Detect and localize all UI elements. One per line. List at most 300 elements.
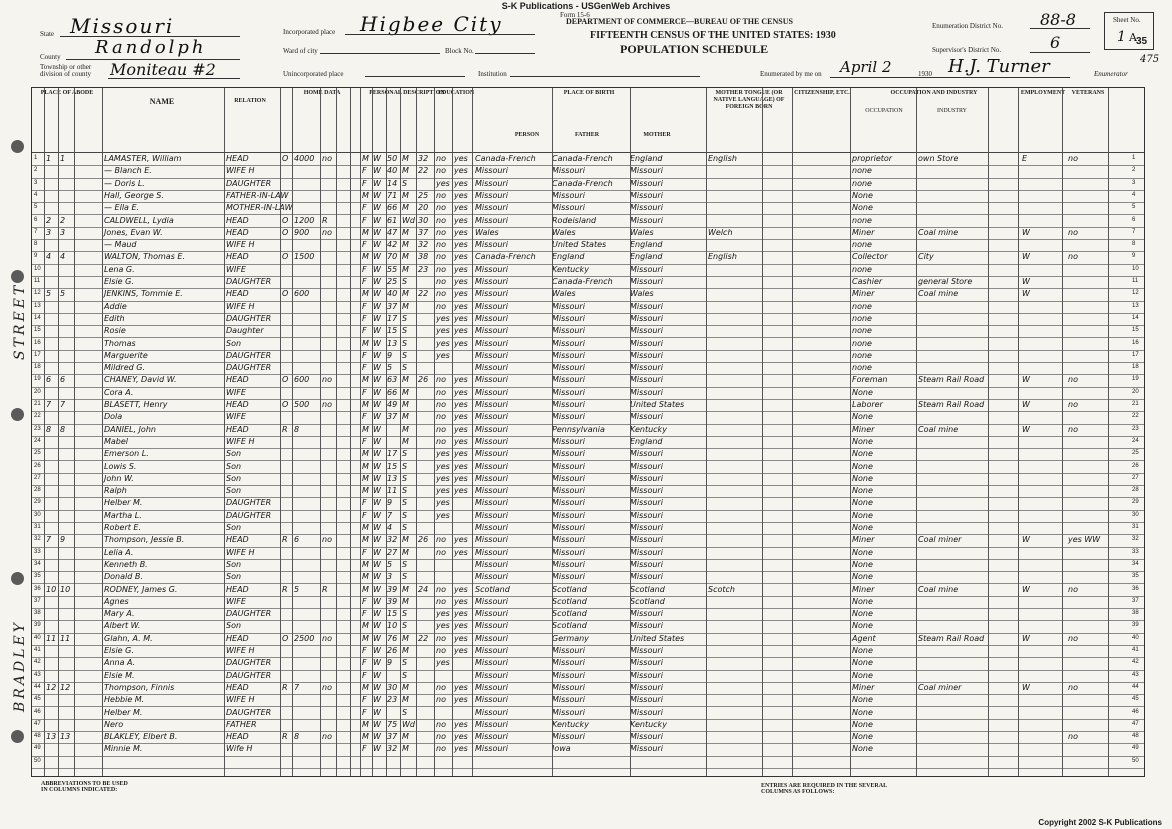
cell-dw: 4: [46, 252, 52, 262]
cell-occ: None: [852, 572, 873, 582]
cell-age: 10: [387, 621, 398, 631]
line-number: 2: [1132, 167, 1136, 174]
cell-dw: 10: [46, 584, 57, 594]
table-row: [32, 461, 1144, 474]
cell-val: [294, 571, 320, 583]
line-number: 32: [34, 536, 41, 543]
cell-age: 27: [387, 547, 398, 557]
cell-race: W: [373, 215, 381, 225]
cell-rel: Wife H: [226, 744, 253, 754]
cell-name: DANIEL, John: [104, 424, 156, 434]
cell-radio: [322, 190, 336, 202]
cell-vet: [1068, 719, 1108, 731]
cell-radio: [322, 497, 336, 509]
cell-fb: Missouri: [552, 436, 585, 446]
cell-val: [294, 743, 320, 755]
cell-rel: DAUGHTER: [226, 658, 272, 668]
cell-val: [294, 178, 320, 190]
cell-name: Dola: [104, 412, 123, 422]
cell-ind: [918, 707, 988, 719]
cell-emp: W: [1022, 375, 1030, 385]
cell-sch: yes: [436, 486, 450, 496]
cell-occ: proprietor: [852, 154, 893, 163]
enumerated-date: April 2: [840, 58, 892, 76]
cell-sex: F: [362, 436, 367, 446]
line-number: 29: [1132, 499, 1139, 506]
cell-pb: Missouri: [475, 338, 508, 348]
cell-fb: Missouri: [552, 473, 585, 483]
cell-pb: Canada-French: [475, 252, 536, 262]
line-number: 50: [1132, 757, 1139, 764]
table-row: [32, 374, 1144, 387]
cell-ind: [918, 719, 988, 731]
table-row: [32, 682, 1144, 695]
cell-vet: [1068, 645, 1108, 657]
line-number: 6: [1132, 216, 1136, 223]
cell-sex: M: [362, 227, 369, 237]
cell-radio: [322, 645, 336, 657]
cell-sch: no: [436, 535, 446, 545]
line-number: 15: [1132, 327, 1139, 334]
cell-emp: W: [1022, 277, 1030, 286]
cell-name: Anna A.: [104, 658, 136, 668]
cell-emp: [1022, 239, 1038, 251]
cell-occ: None: [852, 498, 873, 508]
cell-fb: Missouri: [552, 547, 585, 557]
cell-mb: Missouri: [630, 338, 663, 348]
cell-mar: S: [402, 338, 408, 348]
cell-pb: Missouri: [475, 547, 508, 557]
cell-sch: no: [436, 375, 446, 385]
cell-occ: None: [852, 473, 873, 483]
cell-read: yes: [454, 424, 468, 434]
cell-agem: 22: [418, 166, 429, 176]
line-number: 17: [34, 351, 41, 358]
cell-sex: M: [362, 621, 369, 631]
cell-name: CHANEY, David W.: [104, 375, 177, 385]
cell-age: 40: [387, 166, 398, 176]
cell-vet: [1068, 559, 1108, 571]
cell-radio: [322, 436, 336, 448]
table-row: [32, 497, 1144, 510]
line-number: 44: [34, 683, 41, 690]
cell-race: W: [373, 166, 381, 176]
cell-fb: Wales: [552, 227, 576, 237]
cell-occ: None: [852, 695, 873, 705]
cell-sex: F: [362, 744, 367, 754]
section-home: HOME DATA: [303, 90, 341, 96]
cell-occ: None: [852, 707, 873, 717]
cell-own: [282, 756, 292, 768]
cell-mb: Missouri: [630, 363, 663, 373]
cell-read: [454, 756, 472, 768]
cell-radio: [322, 165, 336, 177]
cell-occ: none: [852, 264, 872, 274]
line-number: 45: [1132, 696, 1139, 703]
cell-occ: none: [852, 363, 872, 373]
cell-mar: S: [402, 461, 408, 471]
cell-radio: [322, 313, 336, 325]
cell-vet: no: [1068, 633, 1078, 643]
cell-emp: W: [1022, 424, 1030, 434]
cell-fb: Missouri: [552, 559, 585, 569]
cell-emp: [1022, 313, 1038, 325]
cell-val: [294, 510, 320, 522]
line-number: 36: [1132, 585, 1139, 592]
cell-emp: [1022, 596, 1038, 608]
cell-fb: Scotland: [552, 596, 587, 606]
cell-age: 13: [387, 338, 398, 348]
cell-age: 13: [387, 473, 398, 483]
cell-emp: [1022, 178, 1038, 190]
cell-mar: M: [402, 190, 409, 200]
line-number: 25: [1132, 450, 1139, 457]
cell-sch: no: [436, 596, 446, 606]
cell-mar: S: [402, 313, 408, 323]
cell-tongue: [708, 215, 758, 227]
archive-stamp: 35: [1136, 36, 1148, 47]
cell-tongue: [708, 362, 758, 374]
cell-agem: [418, 620, 432, 632]
cell-occ: None: [852, 596, 873, 606]
unincorporated-line: [365, 76, 465, 77]
cell-val: 600: [294, 375, 310, 385]
institution-line: [510, 76, 700, 77]
column-divider: [292, 88, 293, 776]
column-divider: [372, 88, 373, 776]
cell-sch: no: [436, 240, 446, 250]
cell-agem: 20: [418, 203, 429, 213]
cell-tongue: Scotch: [708, 584, 735, 594]
cell-race: W: [373, 436, 381, 446]
cell-sch: yes: [436, 326, 450, 336]
cell-emp: [1022, 657, 1038, 669]
cell-mb: Missouri: [630, 621, 663, 631]
cell-agem: [418, 571, 432, 583]
line-number: 13: [34, 302, 41, 309]
cell-own: O: [282, 215, 289, 225]
cell-fb: Germany: [552, 633, 589, 643]
line-number: 22: [1132, 413, 1139, 420]
cell-emp: [1022, 571, 1038, 583]
cell-fb: Missouri: [552, 498, 585, 508]
cell-read: yes: [454, 400, 468, 409]
line-number: 41: [1132, 647, 1139, 653]
cell-name: Edith: [104, 313, 125, 323]
cell-emp: [1022, 731, 1038, 743]
cell-name: Jones, Evan W.: [104, 227, 163, 237]
cell-emp: E: [1022, 154, 1028, 163]
cell-radio: no: [322, 633, 332, 643]
cell-tongue: [708, 165, 758, 177]
cell-race: W: [373, 498, 381, 508]
cell-fam: 5: [60, 289, 66, 299]
cell-sex: M: [362, 523, 369, 532]
cell-pb: Missouri: [475, 301, 508, 311]
cell-sex: F: [362, 264, 367, 274]
table-row: [32, 608, 1144, 621]
cell-read: yes: [454, 154, 468, 163]
col-father: FATHER: [574, 132, 600, 138]
cell-sch: no: [436, 277, 446, 286]
enumerated-year: 1930: [918, 70, 932, 78]
cell-tongue: [708, 522, 758, 534]
cell-rel: DAUGHTER: [226, 670, 272, 680]
cell-name: Marguerite: [104, 350, 148, 360]
cell-rel: MOTHER-IN-LAW: [226, 203, 293, 213]
cell-sex: M: [362, 400, 369, 409]
cell-emp: W: [1022, 633, 1030, 643]
cell-agem: [418, 657, 432, 669]
cell-own: O: [282, 227, 289, 237]
cell-pb: Missouri: [475, 621, 508, 631]
table-row: [32, 424, 1144, 437]
cell-occ: None: [852, 670, 873, 680]
cell-mb: Missouri: [630, 313, 663, 323]
cell-vet: [1068, 362, 1108, 374]
cell-occ: None: [852, 203, 873, 213]
cell-pb: Missouri: [475, 707, 508, 717]
cell-rel: DAUGHTER: [226, 313, 272, 323]
cell-name: BLAKLEY, Elbert B.: [104, 732, 178, 742]
cell-agem: [418, 670, 432, 682]
cell-rel: HEAD: [226, 584, 249, 594]
cell-race: W: [373, 424, 381, 434]
cell-age: 14: [387, 178, 398, 188]
cell-name: Glahn, A. M.: [104, 633, 153, 643]
cell-sex: M: [362, 473, 369, 483]
cell-vet: [1068, 657, 1108, 669]
cell-race: W: [373, 646, 381, 655]
cell-own: [282, 436, 292, 448]
line-number: 11: [1132, 278, 1139, 284]
cell-radio: [322, 559, 336, 571]
street-label-bradley: BRADLEY: [12, 620, 28, 712]
cell-radio: [322, 251, 336, 263]
ward-line: [320, 53, 440, 54]
cell-ind: [918, 473, 988, 485]
line-number: 42: [34, 659, 41, 666]
cell-ind: [918, 387, 988, 399]
cell-own: [282, 350, 292, 362]
cell-vet: [1068, 596, 1108, 608]
cell-read: [454, 670, 472, 682]
line-number: 39: [1132, 622, 1139, 629]
cell-val: 4000: [294, 154, 315, 163]
census-title: FIFTEENTH CENSUS OF THE UNITED STATES: 1930: [590, 30, 836, 41]
cell-agem: [418, 387, 432, 399]
cell-mar: S: [402, 326, 408, 336]
section-personal: PERSONAL DESCRIPTION: [369, 90, 445, 96]
cell-sex: F: [362, 326, 367, 336]
cell-race: W: [373, 621, 381, 631]
cell-read: yes: [454, 178, 468, 188]
cell-name: Hall, George S.: [104, 190, 164, 200]
cell-race: W: [373, 658, 381, 668]
cell-sch: no: [436, 744, 446, 754]
cell-mar: M: [402, 535, 409, 545]
cell-ind: [918, 264, 988, 276]
cell-age: 75: [387, 719, 398, 729]
cell-ind: Coal mine: [918, 227, 959, 237]
punch-hole: [11, 408, 24, 421]
line-number: 14: [34, 314, 41, 321]
cell-name: BLASETT, Henry: [104, 400, 168, 409]
cell-sex: M: [362, 633, 369, 643]
cell-fb: Scotland: [552, 621, 587, 631]
cell-tongue: [708, 596, 758, 608]
cell-own: [282, 645, 292, 657]
section-relation: RELATION: [234, 98, 266, 104]
cell-mar: M: [402, 166, 409, 176]
cell-age: [387, 756, 401, 768]
cell-sex: M: [362, 682, 369, 692]
cell-radio: [322, 411, 336, 423]
cell-read: yes: [454, 264, 468, 274]
cell-tongue: [708, 620, 758, 632]
col-industry: INDUSTRY: [936, 108, 967, 114]
cell-mb: Kentucky: [630, 719, 667, 729]
cell-radio: [322, 547, 336, 559]
cell-radio: [322, 596, 336, 608]
cell-sch: yes: [436, 609, 450, 619]
line-number: 19: [34, 376, 41, 383]
cell-vet: [1068, 264, 1108, 276]
table-row: [32, 547, 1144, 560]
cell-mb: Wales: [630, 227, 654, 237]
cell-read: yes: [454, 203, 468, 213]
footer-entries-title: ENTRIES ARE REQUIRED IN THE SEVERAL COLUMNS AS FOLLOWS:: [761, 783, 887, 795]
cell-mar: S: [402, 670, 408, 680]
cell-sch: no: [436, 719, 446, 729]
cell-mb: Missouri: [630, 264, 663, 274]
cell-own: [282, 559, 292, 571]
cell-read: yes: [454, 682, 468, 692]
cell-mb: Missouri: [630, 166, 663, 176]
cell-emp: [1022, 325, 1038, 337]
col-person: PERSON: [514, 132, 540, 138]
cell-val: [294, 657, 320, 669]
cell-ind: [918, 670, 988, 682]
cell-pb: Missouri: [475, 350, 508, 360]
cell-rel: Son: [226, 559, 242, 569]
cell-own: [282, 571, 292, 583]
cell-agem: [418, 350, 432, 362]
cell-agem: [418, 485, 432, 497]
cell-mb: Missouri: [630, 473, 663, 483]
table-row: [32, 325, 1144, 338]
cell-rel: HEAD: [226, 682, 249, 692]
line-number: 43: [1132, 671, 1139, 678]
line-number: 21: [1132, 401, 1139, 407]
line-number: 39: [34, 622, 41, 629]
cell-pb: Missouri: [475, 559, 508, 569]
cell-own: O: [282, 375, 289, 385]
cell-ind: [918, 497, 988, 509]
cell-mar: S: [402, 523, 408, 532]
cell-fb: Missouri: [552, 338, 585, 348]
cell-mar: M: [402, 400, 409, 409]
cell-tongue: Welch: [708, 227, 733, 237]
cell-own: [282, 547, 292, 559]
cell-agem: [418, 313, 432, 325]
cell-occ: None: [852, 547, 873, 557]
table-row: [32, 645, 1144, 658]
line-number: 40: [34, 634, 41, 641]
cell-rel: Son: [226, 338, 242, 348]
cell-pb: Missouri: [475, 277, 508, 286]
cell-radio: [322, 338, 336, 350]
cell-tongue: [708, 719, 758, 731]
cell-vet: [1068, 288, 1108, 300]
cell-read: yes: [454, 375, 468, 385]
cell-fb: Missouri: [552, 461, 585, 471]
cell-occ: Miner: [852, 289, 875, 299]
cell-name: Addie: [104, 301, 127, 311]
cell-emp: [1022, 522, 1038, 534]
cell-sch: yes: [436, 498, 450, 508]
cell-occ: None: [852, 387, 873, 397]
county-label: County: [40, 53, 61, 61]
line-number: 5: [34, 204, 38, 211]
cell-rel: WIFE H: [226, 547, 255, 557]
cell-own: [282, 411, 292, 423]
cell-emp: [1022, 190, 1038, 202]
cell-sex: M: [362, 190, 369, 200]
cell-sex: F: [362, 387, 367, 397]
cell-age: 47: [387, 227, 398, 237]
cell-sex: M: [362, 719, 369, 729]
cell-vet: yes WW: [1068, 535, 1101, 545]
cell-sch: yes: [436, 313, 450, 323]
cell-vet: [1068, 461, 1108, 473]
cell-vet: no: [1068, 584, 1078, 594]
cell-dw: 1: [46, 154, 52, 163]
cell-own: [282, 387, 292, 399]
line-number: 23: [34, 425, 41, 432]
cell-mb: Missouri: [630, 215, 663, 225]
cell-age: 9: [387, 350, 393, 360]
cell-mar: S: [402, 510, 408, 520]
cell-read: yes: [454, 166, 468, 176]
cell-occ: none: [852, 313, 872, 323]
cell-read: yes: [454, 633, 468, 643]
cell-vet: no: [1068, 682, 1078, 692]
cell-pb: Missouri: [475, 215, 508, 225]
punch-hole: [11, 572, 24, 585]
cell-rel: DAUGHTER: [226, 363, 272, 373]
cell-radio: [322, 485, 336, 497]
cell-age: 55: [387, 264, 398, 274]
cell-name: Thompson, Jessie B.: [104, 535, 185, 545]
cell-agem: 38: [418, 252, 429, 262]
cell-read: [454, 510, 472, 522]
cell-ind: [918, 411, 988, 423]
cell-mb: Missouri: [630, 461, 663, 471]
cell-tongue: [708, 694, 758, 706]
column-divider: [360, 88, 361, 776]
cell-emp: W: [1022, 400, 1030, 409]
section-education: EDUCATION: [438, 90, 475, 96]
cell-val: 8: [294, 732, 300, 742]
cell-fam: 1: [60, 154, 66, 163]
cell-pb: Missouri: [475, 596, 508, 606]
cell-mar: M: [402, 584, 409, 594]
cell-mb: [630, 756, 706, 768]
cell-race: W: [373, 203, 381, 213]
cell-tongue: [708, 288, 758, 300]
cell-ind: [918, 596, 988, 608]
